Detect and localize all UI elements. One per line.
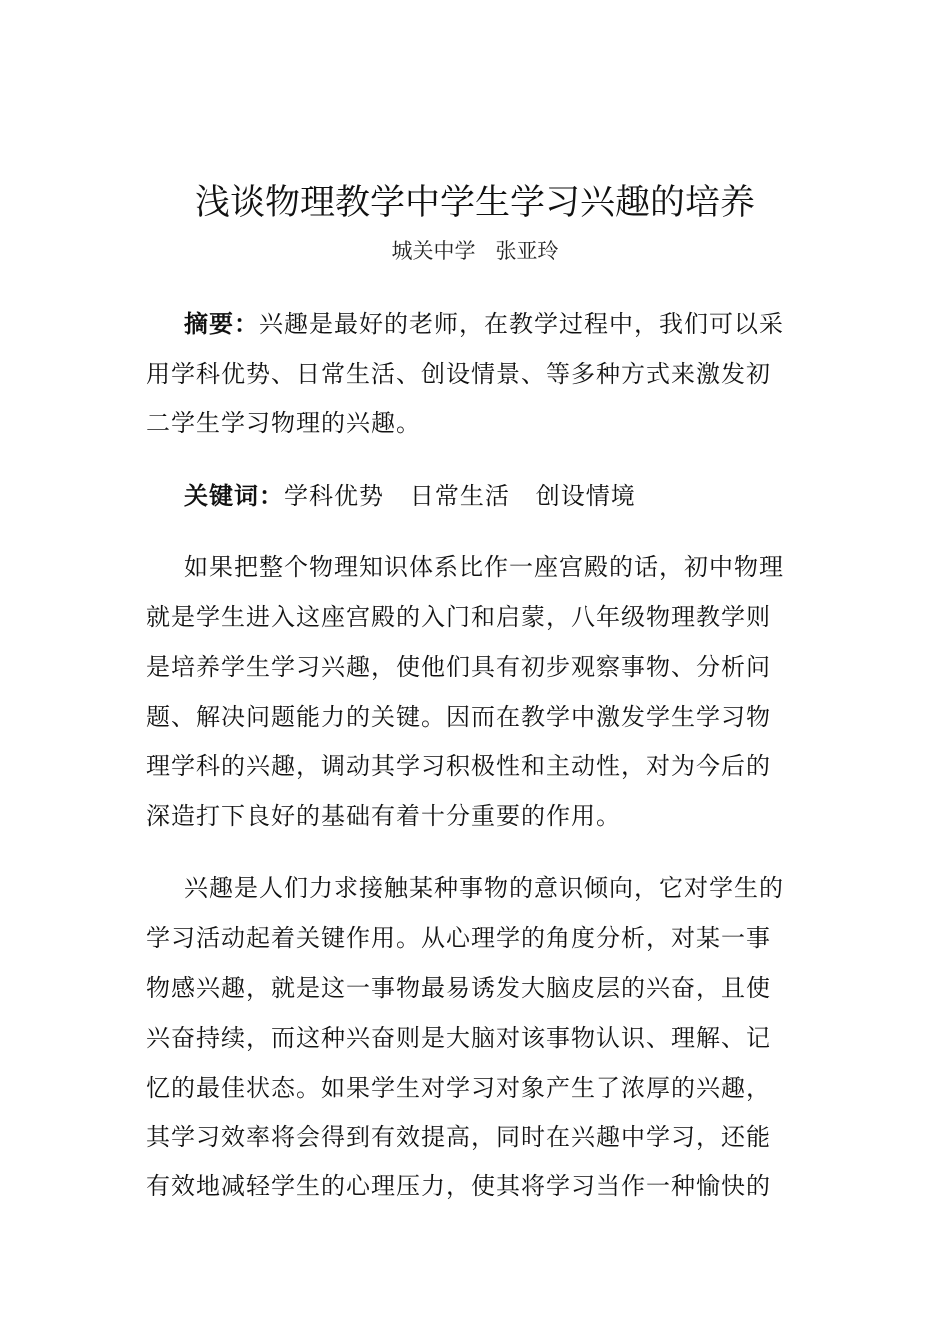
- keywords-text: 学科优势 日常生活 创设情境: [284, 482, 636, 510]
- keywords-label: 关键词：: [184, 482, 284, 510]
- document-title: 浅谈物理教学中学生学习兴趣的培养: [194, 183, 755, 223]
- paragraph-1-line-6: 深造打下良好的基础有着十分重要的作用。: [146, 802, 621, 830]
- abstract-line-2: 用学科优势、日常生活、创设情景、等多种方式来激发初: [146, 360, 771, 388]
- abstract-line-1: [184, 307, 784, 341]
- paragraph-1-line-3: 是培养学生学习兴趣，使他们具有初步观察事物、分析问: [146, 653, 771, 681]
- abstract-label: 摘要：: [184, 310, 259, 338]
- paragraph-1-line-2: 就是学生进入这座宫殿的入门和启蒙，八年级物理教学则: [146, 603, 771, 631]
- paragraph-2-line-7: 有效地减轻学生的心理压力，使其将学习当作一种愉快的: [146, 1172, 771, 1200]
- paragraph-1-line-1: 如果把整个物理知识体系比作一座宫殿的话，初中物理: [184, 553, 784, 581]
- abstract-line-3: 二学生学习物理的兴趣。: [146, 409, 421, 437]
- paragraph-2-line-3: 物感兴趣，就是这一事物最易诱发大脑皮层的兴奋，且使: [146, 974, 771, 1002]
- paragraph-1-line-4: 题、解决问题能力的关键。因而在教学中激发学生学习物: [146, 703, 771, 731]
- paragraph-1-line-5: 理学科的兴趣，调动其学习积极性和主动性，对为今后的: [146, 752, 771, 780]
- paragraph-2-line-6: 其学习效率将会得到有效提高，同时在兴趣中学习，还能: [146, 1123, 771, 1151]
- keywords-line: [184, 479, 636, 513]
- paragraph-2-line-5: 忆的最佳状态。如果学生对学习对象产生了浓厚的兴趣，: [146, 1074, 771, 1102]
- author-byline: 城关中学 张亚玲: [391, 239, 559, 263]
- abstract-text-1: 兴趣是最好的老师，在教学过程中，我们可以采: [259, 310, 784, 338]
- paragraph-2-line-4: 兴奋持续，而这种兴奋则是大脑对该事物认识、理解、记: [146, 1024, 771, 1052]
- paragraph-2-line-2: 学习活动起着关键作用。从心理学的角度分析，对某一事: [146, 924, 771, 952]
- paragraph-2-line-1: 兴趣是人们力求接触某种事物的意识倾向，它对学生的: [184, 874, 784, 902]
